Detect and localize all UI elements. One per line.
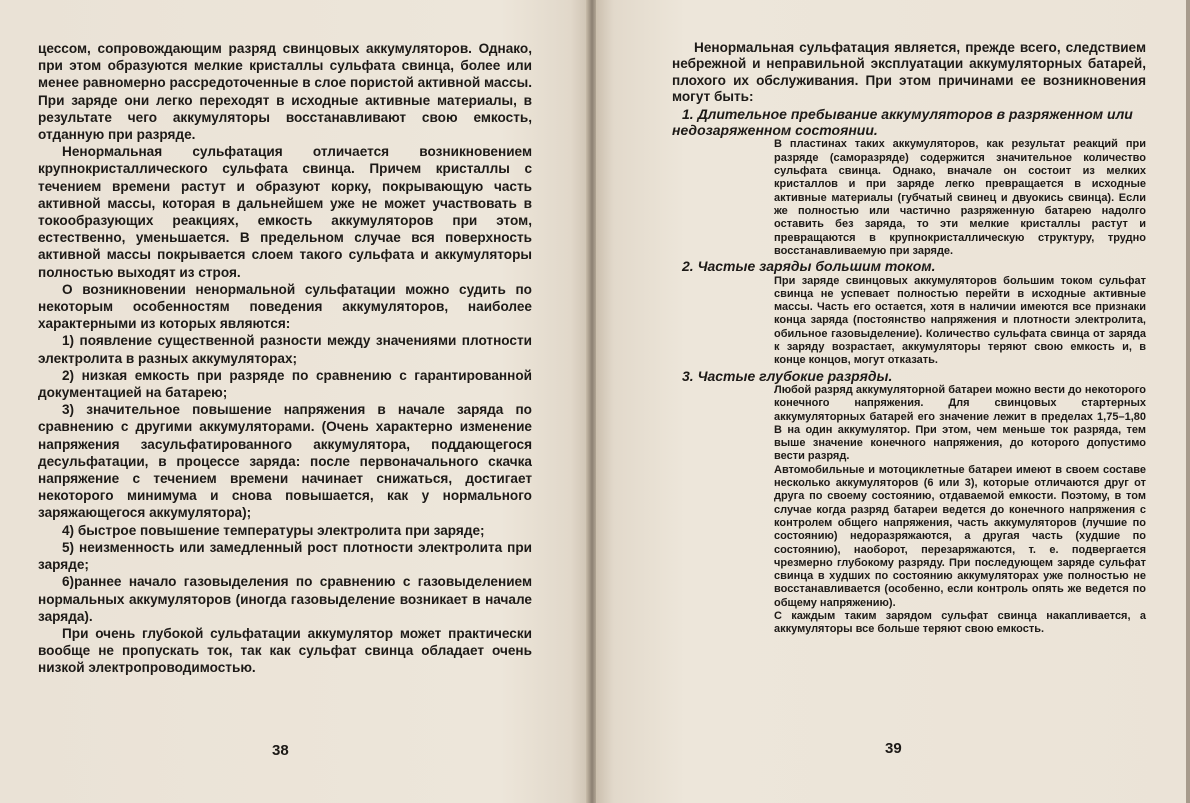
paragraph: Любой разряд аккумуляторной батареи можно вести до некоторого конечного напряжения. Для свинцовых стартерных аккумуляторных батарей его значение лежит в пределах 1,75–1,80 В на один аккумулятор. При этом, чем меньше ток разряда, тем выше значение конечного напряжения, до которого допустимо вести разряд. — [774, 384, 1146, 463]
section-body — [774, 138, 1146, 258]
right-page-text — [672, 40, 1146, 637]
section-body — [774, 275, 1146, 368]
paragraph: Ненормальная сульфатация отличается возникновением крупнокристаллического сульфата свинца. Причем кристаллы с течением времени растут и образуют корку, покрывающую часть активной массы, которая в дальнейшем уже не может участвовать в токообразующих реакциях, емкость аккумуляторов при этом, естественно, уменьшается. В предельном случае вся поверхность активной массы покрывается слоем такого сульфата и аккумуляторы полностью выходят из строя. — [38, 144, 532, 280]
list-item: 4) быстрое повышение температуры электролита при заряде; — [62, 522, 485, 538]
heading-text: 2. Частые заряды большим током. — [682, 258, 936, 275]
paragraph: С каждым таким зарядом сульфат свинца накапливается, а аккумуляторы все больше теряют свою емкость. — [774, 610, 1146, 636]
list-item: 5) неизменность или замедленный рост плотности электролита при заряде; — [38, 539, 532, 573]
left-page — [0, 0, 588, 803]
paragraph: При очень глубокой сульфатации аккумулятор может практически вообще не пропускать ток, так как сульфат свинца обладает очень низкой электропроводимостью. — [38, 625, 532, 676]
section-heading — [672, 368, 1146, 384]
paragraph: Автомобильные и мотоциклетные батареи имеют в своем составе несколько аккумуляторов (6 или 3), которые отличаются друг от друга по своему состоянию, отдаваемой емкости. Поэтому, в том случае когда разряд батареи ведется до конечного напряжения с контролем общего напряжения, часть аккумуляторов (лучшие по состоянию) недоразряжаются, а другая часть (худшие по состоянию), наоборот, перезаряжаются, т. е. подвергается чрезмерно глубокому разряду. При последующем заряде сульфат свинца в худших по состоянию аккумуляторах уже полностью не восстанавливается (особенно, если контроль опять же ведется по общему напряжению). — [774, 463, 1146, 609]
section-heading — [672, 258, 1146, 274]
paragraph: цессом, сопровождающим разряд свинцовых аккумуляторов. Однако, при этом образуются мелкие кристаллы сульфата свинца, более или менее равномерно рассредоточенные в слое пористой активной массы. При заряде они легко переходят в исходные активные материалы, в результате чего аккумуляторы восстанавливают свою емкость, отданную при разряде. — [38, 41, 532, 143]
page-number: 39 — [885, 740, 902, 757]
heading-text: 1. Длительное пребывание аккумуляторов в разряженном или недозаряженном состоянии. — [672, 105, 1133, 139]
page-edge — [1186, 0, 1190, 803]
list-item: 1) появление существенной разности между значениями плотности электролита в разных аккумуляторах; — [38, 333, 532, 366]
paragraph: О возникновении ненормальной сульфатации можно судить по некоторым особенностям поведения аккумуляторов, наиболее характерными из которых являются: — [38, 281, 532, 332]
heading-text: 3. Частые глубокие разряды. — [682, 367, 893, 384]
list-item: 6)раннее начало газовыделения по сравнению с газовыделением нормальных аккумуляторов (иногда газовыделение возникает в начале заряда). — [38, 574, 532, 624]
intro-paragraph: Ненормальная сульфатация является, прежде всего, следствием небрежной и неправильной эксплуатации аккумуляторных батарей, плохого их обслуживания. При этом причинами ее возникновения могут быть: — [672, 40, 1146, 105]
paragraph: При заряде свинцовых аккумуляторов большим током сульфат свинца не успевает полностью перейти в исходные активные массы. Часть его остается, хотя в наличии имеются все признаки конца заряда (постоянство напряжения и плотности электролита, обильное газовыделение). Количество сульфата свинца от заряда к заряду возрастает, аккумуляторы теряют свою емкость и, в конце концов, могут отказать. — [774, 274, 1146, 367]
section-body — [774, 384, 1146, 637]
page-number: 38 — [272, 742, 289, 759]
paragraph: В пластинах таких аккумуляторов, как результат реакций при разряде (саморазряде) содержится значительное количество сульфата свинца. Однако, вначале он состоит из мелких кристаллов и при заряде легко превращается в исходные активные материалы (губчатый свинец и двуокись свинца). Если же полностью или частично разряженную батарею надолго оставить без заряда, то эти мелкие кристаллы растут и превращаются в крупнокристаллическую структуру, трудно восстанавливаемую при заряде. — [774, 138, 1146, 257]
list-item: 2) низкая емкость при разряде по сравнению с гарантированной документацией на батарею; — [38, 367, 532, 401]
list-item: 3) значительное повышение напряжения в начале заряда по сравнению с другими аккумуляторами. (Очень характерно изменение напряжения засульфатированного аккумулятора, поддающегося десульфатации, в процессе заряда: после первоначального скачка напряжение с течением времени начинает снижаться, достигает некоторого минимума и снова повышается, как у нормального заряжающегося аккумулятора); — [38, 402, 532, 521]
section-heading — [672, 106, 1146, 139]
left-page-text — [38, 40, 532, 677]
